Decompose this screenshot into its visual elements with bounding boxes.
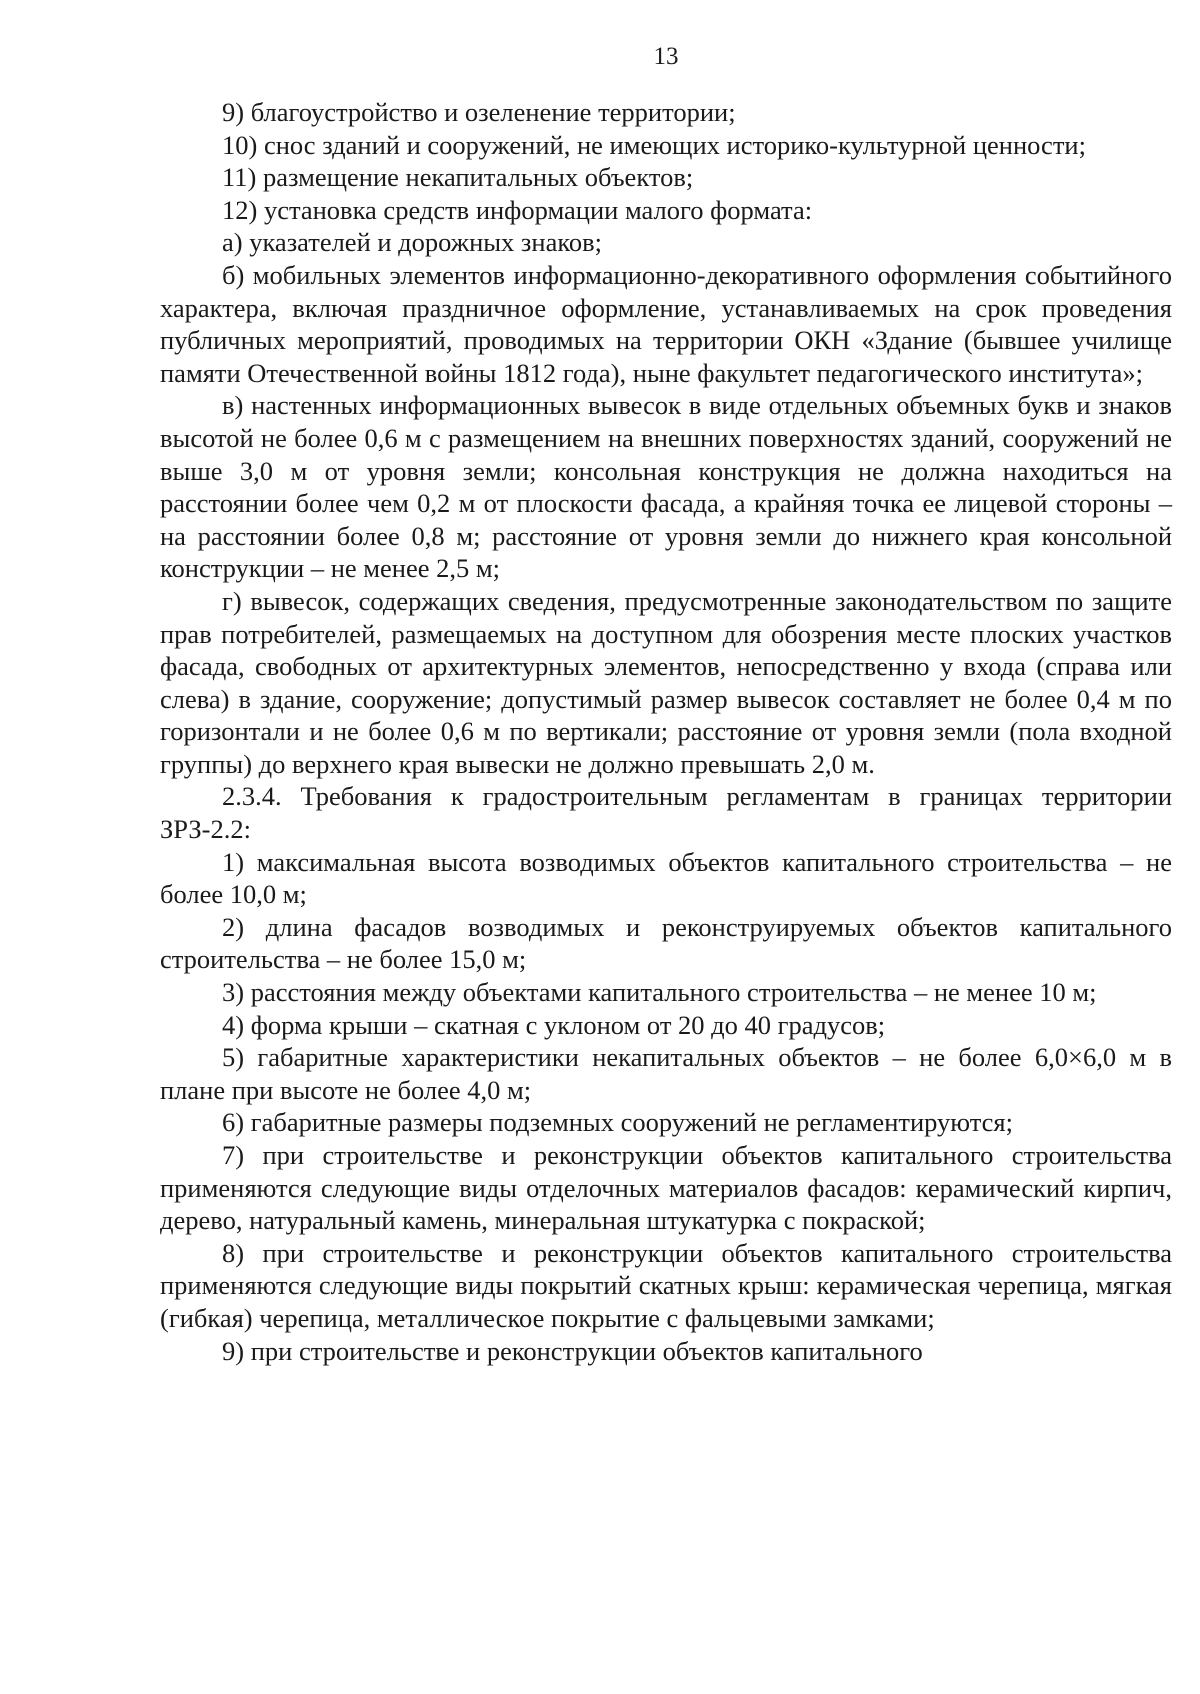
requirement-3-distance: 3) расстояния между объектами капитального строительства – не менее 10 м;: [222, 977, 1097, 1008]
list-item-non-capital-objects: 11) размещение некапитальных объектов;: [222, 162, 694, 193]
requirement-5-dimensions: 5) габаритные характеристики некапитальных объектов – не более 6,0×6,0 м в плане при высоте не более 4,0 м;: [160, 1042, 1172, 1105]
sub-item-a: а) указателей и дорожных знаков;: [222, 227, 602, 258]
document-body: [160, 96, 1172, 1367]
requirement-8-roof-coverings: 8) при строительстве и реконструкции объектов капитального строительства применяются следующие виды покрытий скатных крыш: керамическая черепица, мягкая (гибкая) черепица, металлическое покрытие с фальцевыми замками;: [160, 1237, 1172, 1333]
list-item-information-means: 12) установка средств информации малого формата:: [222, 194, 813, 225]
requirement-9-partial: 9) при строительстве и реконструкции объектов капитального: [222, 1335, 923, 1366]
requirement-4-roof-shape: 4) форма крыши – скатная с уклоном от 20 до 40 градусов;: [222, 1009, 886, 1040]
section-heading-2-3-4: 2.3.4. Требования к градостроительным регламентам в границах территории ЗРЗ-2.2:: [160, 781, 1172, 845]
list-item-demolition: 10) снос зданий и сооружений, не имеющих историко-культурной ценности;: [222, 129, 1086, 160]
sub-item-g: г) вывесок, содержащих сведения, предусмотренные законодательством по защите прав потребителей, размещаемых на доступном для обозрения месте плоских участков фасада, свободных от архитектурных элементов, непосредственно у входа (справа или слева) в здание, сооружение; допустимый размер вывесок составляет не более 0,4 м по горизонтали и не более 0,6 м по вертикали; расстояние от уровня земли (пола входной группы) до верхнего края вывески не должно превышать 2,0 м.: [160, 585, 1172, 779]
page-number: 13: [653, 43, 679, 70]
requirement-6-underground: 6) габаритные размеры подземных сооружений не регламентируются;: [222, 1107, 1013, 1138]
requirement-2-facade-length: 2) длина фасадов возводимых и реконструируемых объектов капитального строительства – не более 15,0 м;: [160, 911, 1172, 975]
document-page: [160, 40, 1172, 1367]
sub-item-v: в) настенных информационных вывесок в виде отдельных объемных букв и знаков высотой не более 0,6 м с размещением на внешних поверхностях зданий, сооружений не выше 3,0 м от уровня земли; консольная конструкция не должна находиться на расстоянии более чем 0,2 м от плоскости фасада, а крайняя точка ее лицевой стороны – на расстоянии более 0,8 м; расстояние от уровня земли до нижнего края консольной конструкции – не менее 2,5 м;: [160, 390, 1172, 584]
sub-item-b: б) мобильных элементов информационно-декоративного оформления событийного характера, включая праздничное оформление, устанавливаемых на срок проведения публичных мероприятий, проводимых на территории ОКН «Здание (бывшее училище памяти Отечественной войны 1812 года), ныне факультет педагогического института»;: [160, 259, 1172, 388]
list-item-landscaping: 9) благоустройство и озеленение территории;: [222, 97, 736, 127]
requirement-1-height: 1) максимальная высота возводимых объектов капитального строительства – не более 10,0 м;: [160, 846, 1172, 910]
requirement-7-facade-materials: 7) при строительстве и реконструкции объектов капитального строительства применяются следующие виды отделочных материалов фасадов: керамический кирпич, дерево, натуральный камень, минеральная штукатурка с покраской;: [160, 1140, 1172, 1236]
